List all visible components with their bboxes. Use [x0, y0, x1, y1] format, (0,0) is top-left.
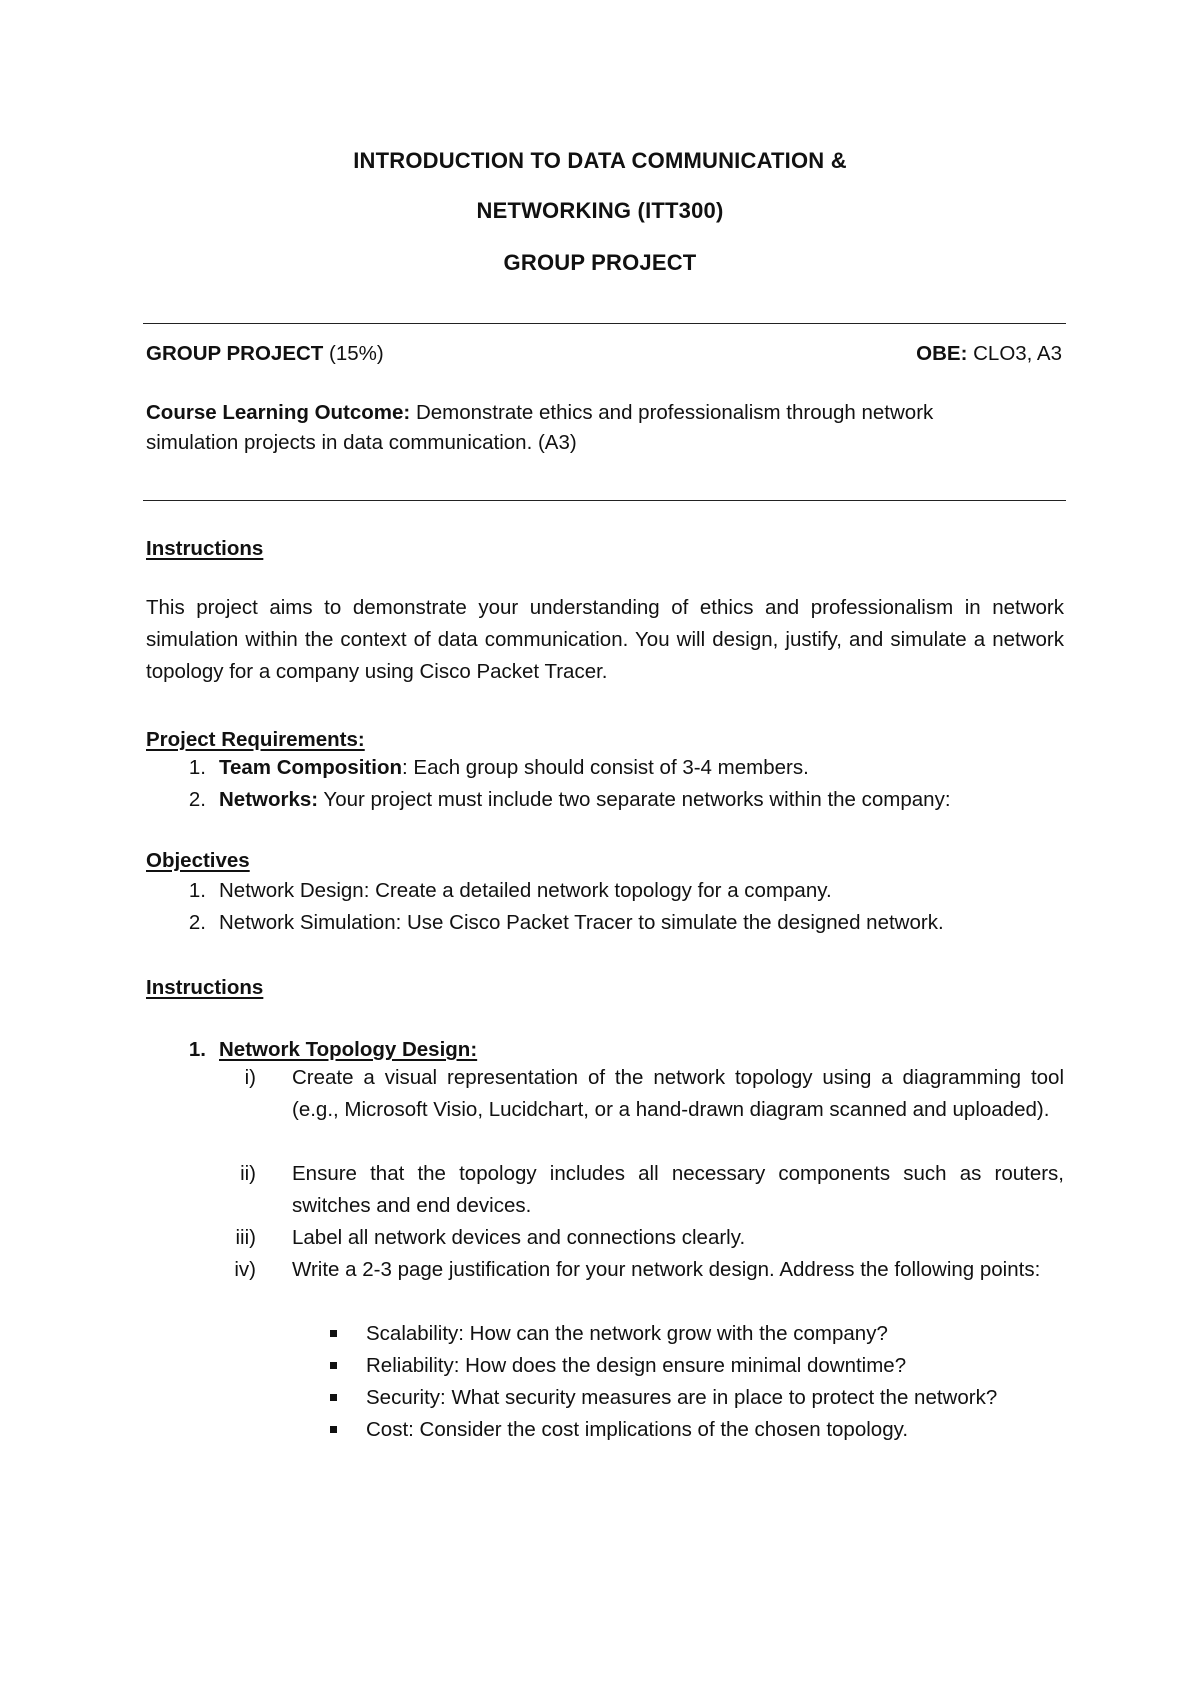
obe-value: CLO3, A3 [973, 342, 1062, 365]
obe-line [916, 338, 1062, 370]
bullet-icon [330, 1362, 337, 1369]
title-line-1: INTRODUCTION TO DATA COMMUNICATION & [353, 148, 847, 173]
point-item: Scalability: How can the network grow with the company? [366, 1322, 888, 1345]
requirement-number: 2. [188, 788, 206, 811]
requirement-label: Networks: [219, 788, 319, 811]
section-number: 1. [188, 1038, 206, 1061]
obe-label: OBE: [916, 342, 968, 365]
requirement-number: 1. [188, 756, 206, 779]
instructions-paragraph: This project aims to demonstrate your understanding of ethics and professionalism in network simulation within the context of data communication. You will design, justify, and simulate a network topology for a company using Cisco Packet Tracer. [146, 596, 1064, 683]
top-divider [143, 323, 1066, 324]
step-text: Ensure that the topology includes all necessary components such as routers, switches and end devices. [292, 1162, 1064, 1217]
requirement-item [219, 752, 809, 784]
objective-number: 1. [188, 879, 206, 902]
clo-label: Course Learning Outcome: [146, 401, 411, 424]
step-number: iii) [235, 1226, 256, 1249]
instructions-detail-heading: Instructions [146, 976, 264, 999]
objective-item: Network Simulation: Use Cisco Packet Tracer to simulate the designed network. [219, 911, 944, 934]
step-number: i) [244, 1066, 256, 1089]
project-weight: (15%) [329, 342, 384, 365]
requirement-text: : Each group should consist of 3-4 members. [402, 756, 809, 779]
title-line-3: GROUP PROJECT [503, 250, 697, 275]
section-title: Network Topology Design: [219, 1038, 478, 1061]
step-text: Label all network devices and connections clearly. [292, 1226, 746, 1249]
bullet-icon [330, 1426, 337, 1433]
objective-item: Network Design: Create a detailed network topology for a company. [219, 879, 832, 902]
point-item: Reliability: How does the design ensure minimal downtime? [366, 1354, 907, 1377]
requirement-item [219, 784, 951, 816]
clo-text-1: Demonstrate ethics and professionalism through network [415, 401, 934, 424]
requirement-text: Your project must include two separate networks within the company: [318, 788, 951, 811]
step-text: Write a 2-3 page justification for your network design. Address the following points: [292, 1258, 1041, 1281]
title-line-2: NETWORKING (ITT300) [476, 198, 724, 223]
requirements-heading: Project Requirements: [146, 728, 365, 751]
objective-number: 2. [188, 911, 206, 934]
clo-line-2: simulation projects in data communication. (A3) [146, 431, 577, 454]
project-label: GROUP PROJECT [146, 342, 324, 365]
point-item: Security: What security measures are in place to protect the network? [366, 1386, 998, 1409]
requirement-label: Team Composition [219, 756, 402, 779]
step-text: Create a visual representation of the network topology using a diagramming tool (e.g., Microsoft Visio, Lucidchart, or a hand-drawn diagram scanned and uploaded). [292, 1066, 1064, 1121]
bullet-icon [330, 1394, 337, 1401]
bullet-icon [330, 1330, 337, 1337]
clo-line-1 [146, 397, 933, 429]
step-number: ii) [240, 1162, 256, 1185]
step-number: iv) [234, 1258, 256, 1281]
bottom-divider [143, 500, 1066, 501]
point-item: Cost: Consider the cost implications of the chosen topology. [366, 1418, 909, 1441]
objectives-heading: Objectives [146, 849, 250, 872]
instructions-heading: Instructions [146, 537, 264, 560]
project-weight-line [146, 338, 384, 370]
